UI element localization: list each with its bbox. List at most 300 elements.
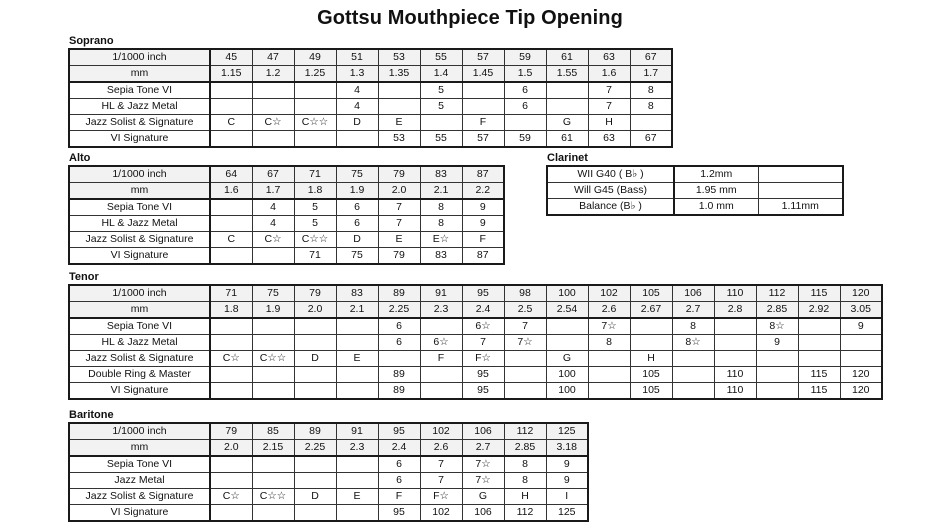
cell-value: 1.35 xyxy=(378,66,420,83)
cell-value: 95 xyxy=(462,383,504,400)
cell-value: 110 xyxy=(714,285,756,302)
cell-value: 106 xyxy=(672,285,714,302)
cell-value: 7 xyxy=(378,216,420,232)
cell-value: 49 xyxy=(294,49,336,66)
cell-value xyxy=(252,367,294,383)
cell-value xyxy=(336,367,378,383)
alto-row xyxy=(69,248,504,265)
cell-value xyxy=(210,248,252,265)
soprano-row xyxy=(69,49,672,66)
cell-value: 9 xyxy=(546,456,588,473)
cell-value: 6 xyxy=(378,318,420,335)
cell-value: 98 xyxy=(504,285,546,302)
cell-value xyxy=(630,115,672,131)
cell-value: 7 xyxy=(420,456,462,473)
cell-value xyxy=(294,82,336,99)
cell-value: 1.9 xyxy=(336,183,378,200)
cell-value xyxy=(294,99,336,115)
cell-value: 8 xyxy=(504,456,546,473)
cell-value: 125 xyxy=(546,423,588,440)
cell-value: 75 xyxy=(252,285,294,302)
cell-value xyxy=(336,473,378,489)
cell-value: 75 xyxy=(336,248,378,265)
cell-value: C☆☆ xyxy=(294,232,336,248)
cell-value xyxy=(756,383,798,400)
cell-value: E☆ xyxy=(420,232,462,248)
row-label: HL & Jazz Metal xyxy=(69,99,210,115)
cell-value: 2.85 xyxy=(756,302,798,319)
cell-value xyxy=(294,131,336,148)
cell-value: 6 xyxy=(504,99,546,115)
cell-value: 89 xyxy=(378,367,420,383)
cell-value: 112 xyxy=(504,423,546,440)
alto-row xyxy=(69,166,504,183)
cell-value xyxy=(546,99,588,115)
row-label: Jazz Solist & Signature xyxy=(69,351,210,367)
cell-value xyxy=(420,367,462,383)
cell-value: 87 xyxy=(462,166,504,183)
row-label: Balance (B♭ ) xyxy=(547,199,674,216)
cell-value xyxy=(798,335,840,351)
cell-value: C☆ xyxy=(210,489,252,505)
cell-value xyxy=(294,318,336,335)
cell-value: 1.15 xyxy=(210,66,252,83)
cell-value: 2.7 xyxy=(672,302,714,319)
cell-value: 8 xyxy=(588,335,630,351)
cell-value: 79 xyxy=(210,423,252,440)
cell-value xyxy=(210,82,252,99)
cell-value: 1.0 mm xyxy=(674,199,758,216)
soprano-row xyxy=(69,115,672,131)
cell-value: E xyxy=(336,351,378,367)
row-label: Sepia Tone VI xyxy=(69,82,210,99)
cell-value: 6☆ xyxy=(462,318,504,335)
cell-value: 91 xyxy=(420,285,462,302)
cell-value: 4 xyxy=(252,199,294,216)
cell-value: 102 xyxy=(588,285,630,302)
soprano-row xyxy=(69,131,672,148)
cell-value: 1.25 xyxy=(294,66,336,83)
section-label-alto: Alto xyxy=(69,152,91,164)
soprano-row xyxy=(69,66,672,83)
alto-row xyxy=(69,183,504,200)
cell-value: D xyxy=(336,232,378,248)
tenor-row xyxy=(69,302,882,319)
cell-value xyxy=(756,351,798,367)
cell-value: 1.2 xyxy=(252,66,294,83)
cell-value: 112 xyxy=(504,505,546,522)
cell-value: 67 xyxy=(630,131,672,148)
cell-value: 2.67 xyxy=(630,302,672,319)
cell-value: 67 xyxy=(630,49,672,66)
cell-value: 83 xyxy=(336,285,378,302)
section-label-tenor: Tenor xyxy=(69,271,99,283)
cell-value: 3.18 xyxy=(546,440,588,457)
row-label: 1/1000 inch xyxy=(69,166,210,183)
cell-value: 79 xyxy=(294,285,336,302)
cell-value: 89 xyxy=(294,423,336,440)
cell-value xyxy=(294,335,336,351)
cell-value xyxy=(252,335,294,351)
cell-value: 7☆ xyxy=(588,318,630,335)
cell-value xyxy=(294,456,336,473)
cell-value: 115 xyxy=(798,285,840,302)
cell-value: 79 xyxy=(378,166,420,183)
row-label: mm xyxy=(69,66,210,83)
cell-value xyxy=(378,351,420,367)
cell-value: 1.11mm xyxy=(758,199,843,216)
cell-value xyxy=(210,216,252,232)
cell-value xyxy=(672,367,714,383)
cell-value xyxy=(294,367,336,383)
cell-value xyxy=(462,82,504,99)
cell-value: 6 xyxy=(504,82,546,99)
cell-value: 47 xyxy=(252,49,294,66)
cell-value: 9 xyxy=(546,473,588,489)
cell-value: 5 xyxy=(420,82,462,99)
cell-value: 95 xyxy=(378,505,420,522)
cell-value: 57 xyxy=(462,49,504,66)
cell-value xyxy=(210,505,252,522)
cell-value: 91 xyxy=(336,423,378,440)
cell-value: C xyxy=(210,232,252,248)
tenor-row xyxy=(69,383,882,400)
cell-value: 1.9 xyxy=(252,302,294,319)
cell-value: 2.6 xyxy=(420,440,462,457)
cell-value: 2.6 xyxy=(588,302,630,319)
cell-value: 63 xyxy=(588,131,630,148)
cell-value: 2.85 xyxy=(504,440,546,457)
baritone-row xyxy=(69,473,588,489)
cell-value xyxy=(840,335,882,351)
cell-value xyxy=(714,351,756,367)
cell-value: 7 xyxy=(378,199,420,216)
cell-value: 61 xyxy=(546,131,588,148)
baritone-row xyxy=(69,440,588,457)
cell-value: 87 xyxy=(462,248,504,265)
cell-value: 95 xyxy=(378,423,420,440)
cell-value: H xyxy=(588,115,630,131)
row-label: VI Signature xyxy=(69,248,210,265)
cell-value: 95 xyxy=(462,367,504,383)
cell-value: H xyxy=(504,489,546,505)
tenor-row xyxy=(69,367,882,383)
row-label: 1/1000 inch xyxy=(69,49,210,66)
cell-value: 2.0 xyxy=(210,440,252,457)
cell-value: 55 xyxy=(420,49,462,66)
cell-value xyxy=(294,383,336,400)
cell-value: 6 xyxy=(378,473,420,489)
cell-value: 61 xyxy=(546,49,588,66)
row-label: mm xyxy=(69,302,210,319)
cell-value xyxy=(630,318,672,335)
cell-value: C☆☆ xyxy=(294,115,336,131)
cell-value: 45 xyxy=(210,49,252,66)
cell-value: C☆ xyxy=(210,351,252,367)
cell-value: 2.5 xyxy=(504,302,546,319)
cell-value: 6 xyxy=(336,216,378,232)
cell-value xyxy=(798,351,840,367)
cell-value xyxy=(630,335,672,351)
cell-value: 2.25 xyxy=(294,440,336,457)
cell-value: 5 xyxy=(420,99,462,115)
tenor-row xyxy=(69,335,882,351)
cell-value xyxy=(758,166,843,183)
cell-value: 112 xyxy=(756,285,798,302)
cell-value: C☆☆ xyxy=(252,351,294,367)
cell-value: 53 xyxy=(378,131,420,148)
cell-value: E xyxy=(378,232,420,248)
cell-value: 5 xyxy=(294,216,336,232)
cell-value: 110 xyxy=(714,383,756,400)
cell-value: 8 xyxy=(420,216,462,232)
cell-value: 7 xyxy=(588,82,630,99)
cell-value: 83 xyxy=(420,166,462,183)
row-label: Sepia Tone VI xyxy=(69,199,210,216)
cell-value: F xyxy=(462,115,504,131)
cell-value: 1.8 xyxy=(294,183,336,200)
cell-value: 106 xyxy=(462,423,504,440)
cell-value xyxy=(210,199,252,216)
page-title: Gottsu Mouthpiece Tip Opening xyxy=(317,7,623,29)
section-label-baritone: Baritone xyxy=(69,409,114,421)
cell-value: 120 xyxy=(840,367,882,383)
cell-value xyxy=(756,367,798,383)
soprano-row xyxy=(69,82,672,99)
cell-value: 57 xyxy=(462,131,504,148)
soprano-row xyxy=(69,99,672,115)
cell-value xyxy=(252,318,294,335)
cell-value: 8 xyxy=(672,318,714,335)
cell-value: 100 xyxy=(546,285,588,302)
cell-value: C☆☆ xyxy=(252,489,294,505)
cell-value xyxy=(252,248,294,265)
cell-value: C☆ xyxy=(252,115,294,131)
cell-value xyxy=(504,351,546,367)
cell-value: 1.45 xyxy=(462,66,504,83)
cell-value xyxy=(714,318,756,335)
cell-value: 9 xyxy=(840,318,882,335)
cell-value xyxy=(294,505,336,522)
cell-value: 5 xyxy=(294,199,336,216)
section-label-soprano: Soprano xyxy=(69,35,114,47)
cell-value xyxy=(336,335,378,351)
cell-value: 59 xyxy=(504,131,546,148)
cell-value xyxy=(210,473,252,489)
cell-value: 7☆ xyxy=(462,456,504,473)
cell-value: 59 xyxy=(504,49,546,66)
cell-value: 6☆ xyxy=(420,335,462,351)
row-label: Jazz Solist & Signature xyxy=(69,115,210,131)
cell-value xyxy=(210,99,252,115)
cell-value: 102 xyxy=(420,423,462,440)
cell-value xyxy=(252,473,294,489)
cell-value: F xyxy=(378,489,420,505)
cell-value xyxy=(336,505,378,522)
cell-value: D xyxy=(336,115,378,131)
tenor-row xyxy=(69,318,882,335)
cell-value: 2.92 xyxy=(798,302,840,319)
cell-value xyxy=(294,473,336,489)
cell-value: 2.25 xyxy=(378,302,420,319)
cell-value: 71 xyxy=(210,285,252,302)
row-label: 1/1000 inch xyxy=(69,423,210,440)
cell-value xyxy=(588,351,630,367)
clarinet-row xyxy=(547,183,843,199)
cell-value: 2.15 xyxy=(252,440,294,457)
cell-value: H xyxy=(630,351,672,367)
cell-value: 105 xyxy=(630,367,672,383)
cell-value xyxy=(210,456,252,473)
tenor-row xyxy=(69,285,882,302)
cell-value xyxy=(378,99,420,115)
cell-value: 120 xyxy=(840,285,882,302)
alto-row xyxy=(69,216,504,232)
cell-value: 2.1 xyxy=(420,183,462,200)
cell-value: 8☆ xyxy=(672,335,714,351)
alto-table xyxy=(68,165,505,265)
cell-value: 7 xyxy=(420,473,462,489)
cell-value: 3.05 xyxy=(840,302,882,319)
cell-value: 8 xyxy=(630,82,672,99)
clarinet-table xyxy=(546,165,844,216)
cell-value: 105 xyxy=(630,383,672,400)
row-label: VI Signature xyxy=(69,131,210,148)
cell-value: 115 xyxy=(798,367,840,383)
cell-value: 8 xyxy=(504,473,546,489)
cell-value: G xyxy=(546,115,588,131)
cell-value: 2.0 xyxy=(378,183,420,200)
cell-value: 4 xyxy=(336,99,378,115)
cell-value: 79 xyxy=(378,248,420,265)
cell-value: 2.54 xyxy=(546,302,588,319)
cell-value xyxy=(714,335,756,351)
cell-value: 2.4 xyxy=(378,440,420,457)
cell-value: 75 xyxy=(336,166,378,183)
cell-value xyxy=(210,131,252,148)
cell-value: F☆ xyxy=(420,489,462,505)
cell-value: 125 xyxy=(546,505,588,522)
tenor-table xyxy=(68,284,883,400)
cell-value: 1.4 xyxy=(420,66,462,83)
cell-value: 67 xyxy=(252,166,294,183)
cell-value: 53 xyxy=(378,49,420,66)
row-label: 1/1000 inch xyxy=(69,285,210,302)
alto-row xyxy=(69,199,504,216)
cell-value xyxy=(336,456,378,473)
cell-value xyxy=(504,115,546,131)
cell-value: 4 xyxy=(336,82,378,99)
cell-value: 2.0 xyxy=(294,302,336,319)
cell-value xyxy=(588,383,630,400)
cell-value: 55 xyxy=(420,131,462,148)
row-label: VI Signature xyxy=(69,505,210,522)
cell-value xyxy=(420,115,462,131)
cell-value: 6 xyxy=(378,456,420,473)
cell-value xyxy=(336,131,378,148)
row-label: Jazz Metal xyxy=(69,473,210,489)
cell-value xyxy=(672,351,714,367)
clarinet-row xyxy=(547,199,843,216)
cell-value: 6 xyxy=(336,199,378,216)
cell-value xyxy=(504,383,546,400)
cell-value: 6 xyxy=(378,335,420,351)
row-label: WII G40 ( B♭ ) xyxy=(547,166,674,183)
cell-value xyxy=(252,383,294,400)
tenor-row xyxy=(69,351,882,367)
cell-value: 7☆ xyxy=(504,335,546,351)
cell-value: 71 xyxy=(294,166,336,183)
cell-value: 1.6 xyxy=(588,66,630,83)
cell-value: 105 xyxy=(630,285,672,302)
cell-value xyxy=(336,318,378,335)
cell-value: 7 xyxy=(462,335,504,351)
cell-value: 2.1 xyxy=(336,302,378,319)
cell-value: 102 xyxy=(420,505,462,522)
row-label: Jazz Solist & Signature xyxy=(69,232,210,248)
row-label: Jazz Solist & Signature xyxy=(69,489,210,505)
cell-value: 95 xyxy=(462,285,504,302)
cell-value xyxy=(840,351,882,367)
cell-value xyxy=(378,82,420,99)
cell-value xyxy=(420,383,462,400)
cell-value: 51 xyxy=(336,49,378,66)
cell-value: 8 xyxy=(420,199,462,216)
baritone-row xyxy=(69,489,588,505)
cell-value: D xyxy=(294,351,336,367)
cell-value: 1.8 xyxy=(210,302,252,319)
cell-value: 85 xyxy=(252,423,294,440)
cell-value xyxy=(336,383,378,400)
cell-value: 100 xyxy=(546,383,588,400)
cell-value: 7☆ xyxy=(462,473,504,489)
cell-value xyxy=(210,335,252,351)
cell-value xyxy=(546,335,588,351)
cell-value: 1.2mm xyxy=(674,166,758,183)
cell-value xyxy=(252,99,294,115)
cell-value: 110 xyxy=(714,367,756,383)
cell-value: 106 xyxy=(462,505,504,522)
cell-value xyxy=(210,318,252,335)
cell-value: 8 xyxy=(630,99,672,115)
cell-value xyxy=(504,367,546,383)
clarinet-row xyxy=(547,166,843,183)
cell-value: 2.7 xyxy=(462,440,504,457)
cell-value xyxy=(462,99,504,115)
cell-value xyxy=(798,318,840,335)
cell-value: 100 xyxy=(546,367,588,383)
cell-value xyxy=(758,183,843,199)
baritone-row xyxy=(69,505,588,522)
cell-value: G xyxy=(462,489,504,505)
cell-value xyxy=(210,383,252,400)
cell-value: F xyxy=(462,232,504,248)
cell-value: 89 xyxy=(378,383,420,400)
row-label: HL & Jazz Metal xyxy=(69,216,210,232)
cell-value: 7 xyxy=(588,99,630,115)
cell-value: 9 xyxy=(756,335,798,351)
cell-value xyxy=(252,505,294,522)
soprano-table xyxy=(68,48,673,148)
cell-value: D xyxy=(294,489,336,505)
cell-value: 64 xyxy=(210,166,252,183)
cell-value: 2.3 xyxy=(336,440,378,457)
cell-value: 1.7 xyxy=(252,183,294,200)
row-label: mm xyxy=(69,440,210,457)
cell-value: I xyxy=(546,489,588,505)
alto-row xyxy=(69,232,504,248)
row-label: Will G45 (Bass) xyxy=(547,183,674,199)
